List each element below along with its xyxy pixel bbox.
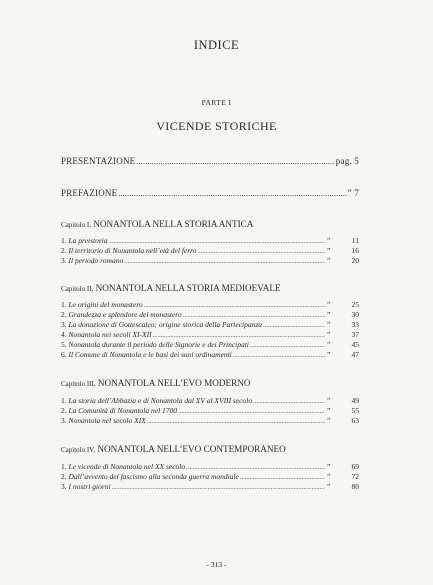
chapter-title: NONANTOLA NELL’EVO CONTEMPORANEO [97,444,286,454]
ditto-mark: ” [327,246,331,255]
toc-entry [61,320,359,330]
chapter-number: Capitolo II, [61,285,94,293]
entry-title: La Comunità di Nonantola nel 1700 [68,406,178,415]
entry-page: 37 [351,330,359,339]
part-title: VICENDE STORICHE [156,119,277,133]
ditto-mark: ” [327,482,331,491]
page-heading: INDICE [193,38,240,52]
dot-leader [233,352,325,359]
ditto-mark: ” [327,310,331,319]
toc-entry [61,236,359,246]
front-matter-label: PRESENTAZIONE [61,156,136,166]
ditto-mark: ” [327,300,331,309]
ditto-mark: ” [327,340,331,349]
entry-title: I nostri giorni [68,482,111,491]
toc-entry [61,310,359,320]
entry-page: 25 [351,300,359,309]
toc-entry [61,256,359,266]
dot-leader [186,464,325,471]
entry-title: La storia dell’Abbazia e di Nonantola dal XV al XVIII secolo [68,396,253,405]
toc-entry [61,406,359,416]
ditto-mark: ” [327,462,331,471]
entry-title: La donazione di Gottescalco: origine storica della Partecipanza [68,320,263,329]
chapter-number: Capitolo III, [61,380,96,388]
entry-page: 11 [351,236,359,245]
ditto-mark: ” [327,350,331,359]
entry-number: 1. [61,396,67,405]
ditto-mark: ” [327,320,331,329]
chapter-heading [61,444,286,454]
chapter-title: NONANTOLA NELLA STORIA ANTICA [93,219,254,229]
toc-entry [61,340,359,350]
dot-leader [124,258,325,265]
part-label: PARTE I [201,98,232,107]
toc-entry [61,350,359,360]
toc-entry [61,462,359,472]
dot-leader [198,248,325,255]
entry-page: 55 [351,406,359,415]
entry-number: 4. [61,330,67,339]
toc-entry [61,482,359,492]
entry-number: 1. [61,300,67,309]
ditto-mark: ” [327,406,331,415]
entry-number: 3. [61,256,67,265]
entry-page: 33 [351,320,359,329]
entry-title: Nonantola nei secoli XI-XII [68,330,152,339]
entry-title: Le origini del monastero [68,300,143,309]
front-matter-page: ” 7 [347,188,359,198]
entry-title: Dall’avvento del fascismo alla seconda guerra mondiale [68,472,239,481]
dot-leader [147,418,325,425]
entry-page: 63 [351,416,359,425]
entry-number: 6. [61,350,67,359]
dot-leader [263,322,325,329]
front-matter-label: PREFAZIONE [61,188,118,198]
entry-page: 30 [351,310,359,319]
chapter-heading [61,378,251,388]
chapter-heading [61,219,253,229]
entry-number: 2. [61,310,67,319]
dot-leader [240,474,325,481]
dot-leader [144,302,325,309]
entry-title: La preistoria [68,236,108,245]
chapter-number: Capitolo I, [61,221,91,229]
dot-leader [178,408,325,415]
entry-page: 20 [351,256,359,265]
entry-title: Il territorio di Nonantola nell’età del ferro [68,246,197,255]
toc-entry [61,300,359,310]
ditto-mark: ” [327,330,331,339]
entry-title: Il Comune di Nonantola e le basi dei suoi ordinamenti [68,350,232,359]
entry-number: 1. [61,462,67,471]
dot-leader [183,312,325,319]
chapter-title: NONANTOLA NELLA STORIA MEDIOEVALE [95,283,281,293]
toc-entry [61,472,359,482]
entry-number: 2. [61,472,67,481]
dot-leader [250,342,325,349]
entry-title: Le vicende di Nonantola nel XX secolo [68,462,186,471]
entry-number: 1. [61,236,67,245]
entry-page: 45 [351,340,359,349]
ditto-mark: ” [327,236,331,245]
ditto-mark: ” [327,416,331,425]
ditto-mark: ” [327,472,331,481]
entry-title: Grandezza e splendore del monastero [68,310,182,319]
dot-leader [253,398,325,405]
dot-leader [109,238,325,245]
toc-entry [61,246,359,256]
entry-page: 49 [351,396,359,405]
entry-title: Nonantola durante il periodo delle Signorie e dei Principati [68,340,249,349]
entry-page: 47 [351,350,359,359]
ditto-mark: ” [327,256,331,265]
ditto-mark: ” [327,396,331,405]
front-matter-page: pag. 5 [335,156,359,166]
toc-entry [61,416,359,426]
entry-page: 16 [351,246,359,255]
front-matter-entry [61,188,359,198]
dot-leader [136,157,334,166]
entry-number: 3. [61,416,67,425]
entry-number: 5. [61,340,67,349]
dot-leader [153,332,325,339]
chapter-number: Capitolo IV, [61,446,96,454]
entry-page: 69 [351,462,359,471]
entry-number: 3. [61,482,67,491]
chapter-heading [61,283,281,293]
entry-title: Il periodo romano [68,256,124,265]
entry-title: Nonantola nel secolo XIX [68,416,146,425]
entry-page: 72 [351,472,359,481]
toc-entry [61,330,359,340]
toc-entry [61,396,359,406]
page-number: - 313 - [206,560,227,569]
entry-page: 80 [351,482,359,491]
entry-number: 2. [61,406,67,415]
dot-leader [118,189,346,198]
dot-leader [112,484,325,491]
front-matter-entry [61,156,359,166]
entry-number: 3. [61,320,67,329]
chapter-title: NONANTOLA NELL’EVO MODERNO [97,378,251,388]
entry-number: 2. [61,246,67,255]
